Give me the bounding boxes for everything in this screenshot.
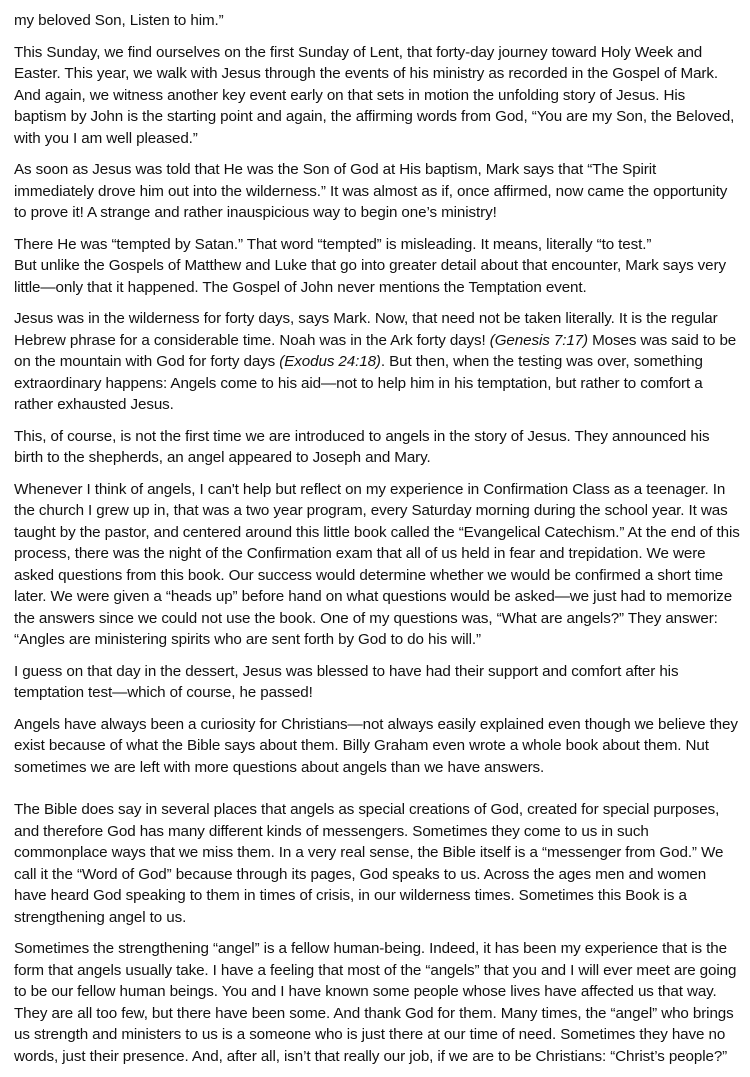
paragraph-3: As soon as Jesus was told that He was the Son of God at His baptism, Mark says that “The Spirit immediately drove him out into the wilderness.” It was almost as if, once affirmed, now came the opportunity to prove it! A strange and rather inauspicious way to begin one’s ministry!	[14, 161, 728, 221]
paragraph-2: This Sunday, we find ourselves on the first Sunday of Lent, that forty-day journey toward Holy Week and Easter. This year, we walk with Jesus through the events of his ministry as recorded in the Gospel of Mark. And again, we witness another key event early on that sets in motion the unfolding story of Jesus. His baptism by John is the starting point and again, the affirming words from God, “You are my Son, the Beloved, with you I am well pleased.”	[14, 43, 735, 147]
paragraph-1: my beloved Son, Listen to him.”	[14, 12, 224, 29]
document-page	[14, 10, 740, 1077]
paragraph-9: Angels have always been a curiosity for Christians—not always easily explained even though we believe they exist because of what the Bible says about them. Billy Graham even wrote a whole book about them. Nut sometimes we are left with more questions about angels than we have answers.	[14, 715, 738, 776]
paragraph-11: Sometimes the strengthening “angel” is a fellow human-being. Indeed, it has been my experience that is the form that angels usually take. I have a feeling that most of the “angels” that you and I will ever meet are going to be our fellow human beings. You and I have known some people whose lives have affected us that way. They are all too few, but there have been some. And thank God for them. Many times, the “angel” who brings us strength and ministers to us is a someone who is just there at our time of need. Sometimes they have no words, just their presence. And, after all, isn’t that really our job, if we are to be Christians: “Christ’s people?”	[14, 940, 737, 1065]
paragraph-10: The Bible does say in several places that angels as special creations of God, created for special purposes, and therefore God has many different kinds of messengers. Sometimes they come to us in such commonplace ways that we miss them. In a very real sense, the Bible itself is a “messenger from God.” We call it the “Word of God” because through its pages, God speaks to us. Across the ages men and women have heard God speaking to them in times of crisis, in our wilderness times. Sometimes this Book is a strengthening angel to us.	[14, 801, 724, 926]
paragraph-6: This, of course, is not the first time we are introduced to angels in the story of Jesus. They announced his birth to the shepherds, an angel appeared to Joseph and Mary.	[14, 427, 710, 466]
paragraph-5-text-c: . But then, when the testing was over, something extraordinary happens: Angels come to his aid—not to help him in his temptation, but rather to comfort a rather exhausted Jesus.	[14, 353, 703, 413]
paragraph-5-text-a: Jesus was in the wilderness for forty days, says Mark. Now, that need not be taken literally. It is the regular Hebrew phrase for a considerable time. Noah was in the Ark forty days!	[14, 310, 718, 349]
paragraph-8: I guess on that day in the dessert, Jesus was blessed to have had their support and comfort after his temptation test—which of course, he passed!	[14, 662, 679, 701]
scripture-reference-exodus: (Exodus 24:18)	[279, 353, 381, 370]
paragraph-7: Whenever I think of angels, I can't help but reflect on my experience in Confirmation Class as a teenager. In the church I grew up in, that was a two year program, every Saturday morning during the school year. It was taught by the pastor, and centered around this little book called the “Evangelical Catechism.” At the end of this process, there was the night of the Confirmation exam that all of us held in fear and trepidation. We were asked questions from this book. Our success would determine whether we would be confirmed a short time later. We were given a “heads up” before hand on what questions would be asked—we just had to memorize the answers since we could not use the book. One of my questions was, “What are angels?” They answer: “Angles are ministering spirits who are sent forth by God to do his will.”	[14, 480, 740, 648]
paragraph-4: There He was “tempted by Satan.” That word “tempted” is misleading. It means, literally “to test.” But unlike the Gospels of Matthew and Luke that go into greater detail about that encounter, Mark says very little—only that it happened. The Gospel of John never mentions the Temptation event.	[14, 235, 726, 296]
paragraph-5-text-b: Moses was said to be on the mountain with God for forty days	[14, 331, 737, 370]
paragraph-5	[14, 308, 740, 416]
scripture-reference-genesis: (Genesis 7:17)	[489, 331, 588, 349]
